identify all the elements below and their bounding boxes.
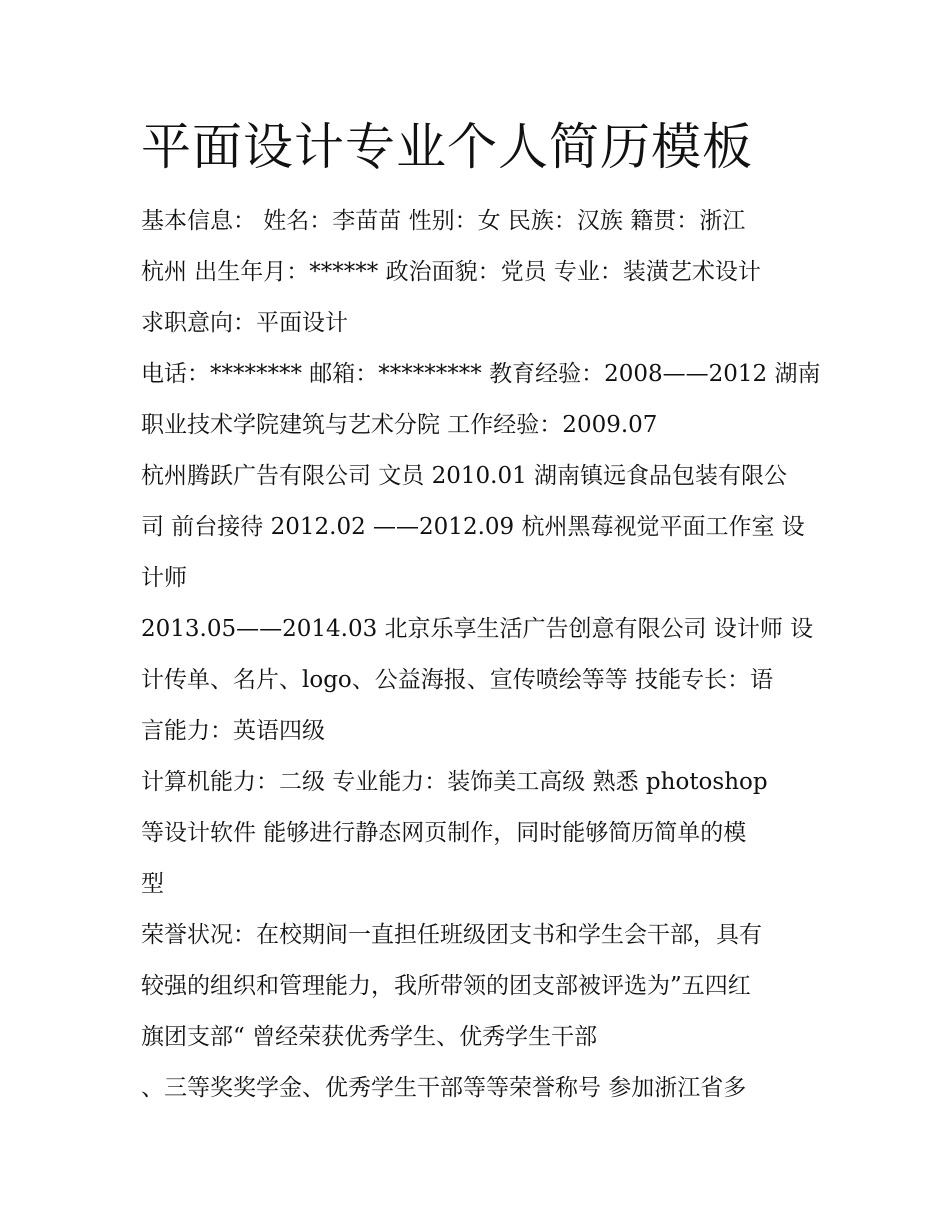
text-line: 杭州腾跃广告有限公司 文员 2010.01 湖南镇远食品包装有限公 — [141, 463, 788, 489]
document-page — [141, 112, 821, 1114]
paragraph-basic-info — [141, 196, 821, 349]
paragraph-work-skills — [141, 604, 821, 757]
document-title: 平面设计专业个人简历模板 — [141, 118, 753, 176]
text-line: 、三等奖奖学金、优秀学生干部等等荣誉称号 参加浙江省多 — [141, 1075, 747, 1101]
text-line: 等设计软件 能够进行静态网页制作，同时能够简历简单的模 — [141, 820, 747, 846]
text-line: 型 — [141, 871, 164, 897]
text-line: 计师 — [141, 565, 187, 591]
text-line: 基本信息： 姓名：李苗苗 性别：女 民族：汉族 籍贯：浙江 — [141, 208, 746, 234]
text-line: 计算机能力：二级 专业能力：装饰美工高级 熟悉 photoshop — [141, 769, 768, 795]
text-line: 计传单、名片、logo、公益海报、宣传喷绘等等 技能专长：语 — [141, 667, 774, 693]
paragraph-computer-skills — [141, 757, 821, 910]
text-line: 2013.05——2014.03 北京乐享生活广告创意有限公司 设计师 设 — [141, 616, 814, 642]
paragraph-awards — [141, 1063, 821, 1114]
text-line: 较强的组织和管理能力，我所带领的团支部被评选为”五四红 — [141, 973, 751, 999]
text-line: 求职意向：平面设计 — [141, 310, 348, 336]
paragraph-honors — [141, 910, 821, 1063]
paragraph-contact-education — [141, 349, 821, 451]
paragraph-work-experience — [141, 451, 821, 604]
text-line: 电话：******** 邮箱：********* 教育经验：2008——2012 湖南 — [141, 361, 821, 387]
text-line: 荣誉状况：在校期间一直担任班级团支书和学生会干部，具有 — [141, 922, 762, 948]
text-line: 职业技术学院建筑与艺术分院 工作经验：2009.07 — [141, 412, 658, 438]
text-line: 言能力：英语四级 — [141, 718, 325, 744]
text-line: 杭州 出生年月：****** 政治面貌：党员 专业：装潢艺术设计 — [141, 259, 761, 285]
text-line: 司 前台接待 2012.02 ——2012.09 杭州黑莓视觉平面工作室 设 — [141, 514, 805, 540]
text-line: 旗团支部“ 曾经荣获优秀学生、优秀学生干部 — [141, 1024, 598, 1050]
